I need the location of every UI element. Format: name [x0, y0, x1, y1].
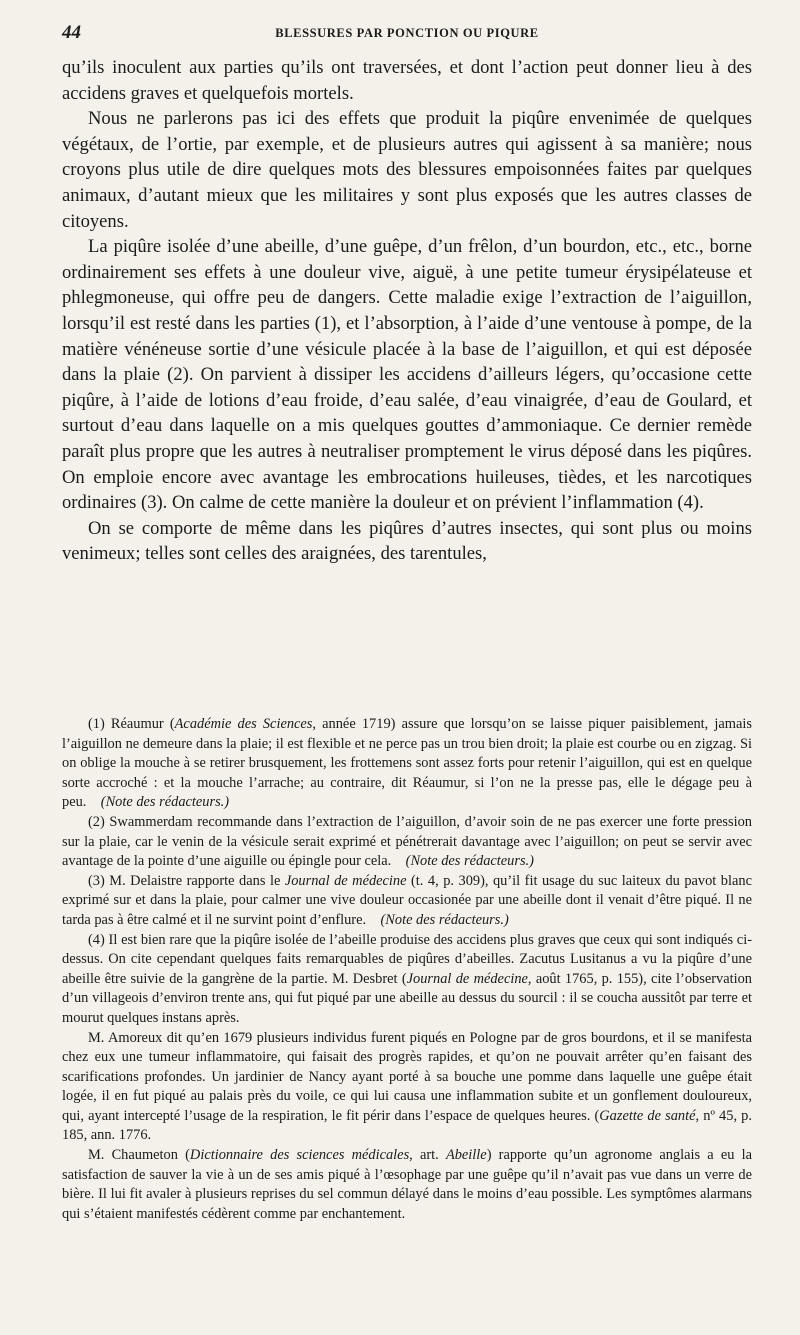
- cited-source: Académie des Sciences: [174, 716, 313, 732]
- cited-source: Abeille: [445, 1147, 487, 1164]
- cited-source: Journal de médecine: [406, 970, 528, 987]
- footnote-1: (1) Réaumur (Académie des Sciences, année 1719) assure que lorsqu’on se laisse piquer paisiblement, jamais l’aiguillon ne demeure dans la plaie; il est flexible et ne perce pas un trou bien droit; la plaie est courbe ou en zigzag. Si on oblige la mouche à se retirer brusquement, les frottemens sont assez forts pour retenir l’aiguillon, qui est en quelque sorte accroché : et la mouche l’arrache; au contraire, dit Réaumur, si l’on ne la presse pas, elle le dégage peu à peu. (Note des rédacteurs.): [62, 716, 752, 811]
- cited-source: Dictionnaire des sciences médicales: [189, 1147, 410, 1164]
- paragraph: On se comporte de même dans les piqûres d’autres insectes, qui sont plus ou moins venimeux; telles sont celles des araignées, des tarentules,: [62, 517, 752, 565]
- footnote-credit: (Note des rédacteurs.): [405, 853, 534, 870]
- footnote-credit: (Note des rédacteurs.): [100, 794, 230, 811]
- page-header: [62, 22, 752, 48]
- footnote-2: (2) Swammerdam recommande dans l’extraction de l’aiguillon, d’avoir soin de ne pas exercer une forte pression sur la plaie, car le venin de la vésicule serait exprimé et pénétrerait davantage avec l’aiguillon; on peut se servir avec avantage de la pointe d’une aiguille ou épingle pour cela. (Note des rédacteurs.): [62, 813, 752, 870]
- footnote-4: (4) Il est bien rare que la piqûre isolée de l’abeille produise des accidens plus graves que ceux qui sont indiqués ci-dessus. On cite cependant quelques faits remarquables de piqûres d’abeilles. Zacutus Lusitanus a vu la piqûre d’une abeille être suivie de la gangrène de la partie. M. Desbret (Journal de médecine, août 1765, p. 155), cite l’observation d’un villageois d’environ trente ans, qui fut piqué par une abeille au dessus du sourcil : il se coucha aussitôt par terre et mourut quelques instans après.: [62, 931, 752, 1026]
- cited-source: Gazette de santé: [599, 1107, 696, 1124]
- paragraph: Nous ne parlerons pas ici des effets que produit la piqûre envenimée de quelques végétaux, de l’ortie, par exemple, et de plusieurs autres qui agissent à sa manière; nous croyons plus utile de dire quelques mots des blessures empoisonnées faites par quelques animaux, d’autant mieux que les militaires y sont plus exposés que les autres classes de citoyens.: [62, 108, 752, 232]
- running-title: BLESSURES PAR PONCTION OU PIQURE: [275, 26, 539, 40]
- footnotes: [62, 715, 752, 1224]
- paragraph: qu’ils inoculent aux parties qu’ils ont traversées, et dont l’action peut donner lieu à des accidens graves et quelquefois mortels.: [62, 57, 752, 104]
- footnote-credit: (Note des rédacteurs.): [380, 911, 509, 928]
- page-number: 44: [62, 22, 81, 43]
- main-text: [62, 55, 752, 567]
- footnote-4-continued: M. Chaumeton (Dictionnaire des sciences médicales, art. Abeille) rapporte qu’un agronome anglais a eu la satisfaction de sauver la vie à un de ses amis piqué à l’œsophage par une guêpe qu’il n’avait pas vue dans un verre de bière. Il lui fit avaler à plusieurs reprises du sel commun délayé dans le moins d’eau possible. Les symptômes alarmans qui s’étaient manifestés cédèrent comme par enchantement.: [62, 1147, 753, 1222]
- footnote-3: (3) M. Delaistre rapporte dans le Journal de médecine (t. 4, p. 309), qu’il fit usage du suc laiteux du pavot blanc exprimé sur et dans la plaie, pour calmer une vive douleur occasionée par une abeille dont il venait d’être piqué. Il ne tarda pas à être calmé et il ne survint point d’enflure. (Note des rédacteurs.): [62, 872, 752, 928]
- paragraph: La piqûre isolée d’une abeille, d’une guêpe, d’un frêlon, d’un bourdon, etc., etc., borne ordinairement ses effets à une douleur vive, aiguë, à une petite tumeur érysipélateuse et phlegmoneuse, qui offre peu de dangers. Cette maladie exige l’extraction de l’aiguillon, lorsqu’il est resté dans les parties (1), et l’absorption, à l’aide d’une ventouse à pompe, de la matière vénéneuse sortie d’une vésicule placée à la base de l’aiguillon, et qui est déposée dans la plaie (2). On parvient à dissiper les accidens d’ailleurs légers, qu’occasione cette piqûre, à l’aide de lotions d’eau froide, d’eau salée, d’eau vinaigrée, d’eau de Goulard, et surtout d’eau dans laquelle on a mis quelques gouttes d’ammoniaque. Ce dernier remède paraît plus propre que les autres à neutraliser promptement le virus déposé dans les piqûres. On emploie encore avec avantage les embrocations huileuses, tièdes, et les narcotiques ordinaires (3). On calme de cette manière la douleur et on prévient l’inflammation (4).: [62, 236, 752, 514]
- footnote-4-continued: M. Amoreux dit qu’en 1679 plusieurs individus furent piqués en Pologne par de gros bourdons, et il se manifesta chez eux une tumeur inflammatoire, qui faisait des progrès rapides, et qu’on ne pouvait arrêter qu’en faisant des scarifications profondes. Un jardinier de Nancy ayant porté à sa bouche une pomme dans laquelle une guêpe était logée, il en fut piqué au palais près du voile, ce qui lui causa une inflammation subite et un gonflement douloureux, qui, ayant intercepté l’usage de la respiration, le fit périr dans l’espace de quelques heures. (Gazette de santé, nº 45, p. 185, ann. 1776.: [62, 1029, 752, 1144]
- cited-source: Journal de médecine: [284, 872, 407, 889]
